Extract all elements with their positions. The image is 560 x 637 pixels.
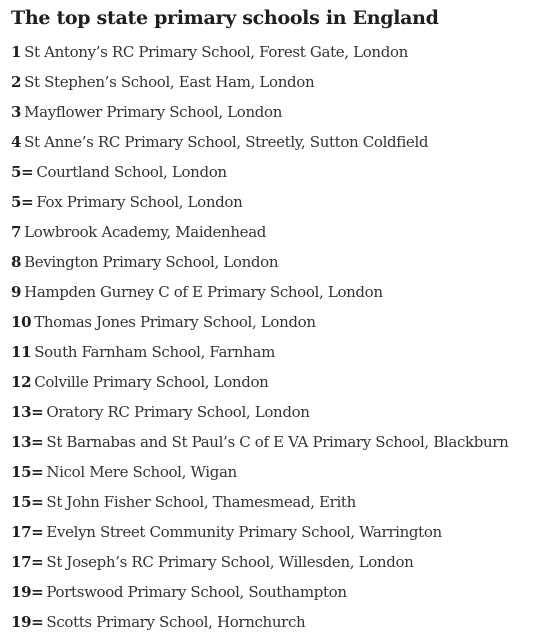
rank-number: 9 bbox=[11, 283, 22, 301]
list-item bbox=[11, 217, 560, 247]
school-name: Portswood Primary School, Southampton bbox=[46, 583, 347, 601]
list-item bbox=[11, 337, 560, 367]
school-name: St Stephen’s School, East Ham, London bbox=[24, 73, 315, 91]
school-name: South Farnham School, Farnham bbox=[34, 343, 275, 361]
list-item bbox=[11, 427, 560, 457]
rank-number: 8 bbox=[11, 253, 22, 271]
rank-number: 15= bbox=[11, 493, 44, 511]
list-item bbox=[11, 187, 560, 217]
school-name: St Barnabas and St Paul’s C of E VA Primary School, Blackburn bbox=[46, 433, 509, 451]
school-name: Nicol Mere School, Wigan bbox=[46, 463, 237, 481]
list-item bbox=[11, 307, 560, 337]
rank-number: 2 bbox=[11, 73, 22, 91]
rank-number: 12 bbox=[11, 373, 32, 391]
list-item bbox=[11, 517, 560, 547]
rank-number: 10 bbox=[11, 313, 32, 331]
rank-number: 1 bbox=[11, 43, 22, 61]
school-name: Lowbrook Academy, Maidenhead bbox=[24, 223, 267, 241]
school-name: Colville Primary School, London bbox=[34, 373, 269, 391]
rank-number: 4 bbox=[11, 133, 22, 151]
list-item bbox=[11, 127, 560, 157]
list-item bbox=[11, 397, 560, 427]
rank-number: 5= bbox=[11, 163, 34, 181]
rank-number: 17= bbox=[11, 553, 44, 571]
list-item bbox=[11, 37, 560, 67]
rank-number: 19= bbox=[11, 583, 44, 601]
school-name: St John Fisher School, Thamesmead, Erith bbox=[46, 493, 356, 511]
school-name: Bevington Primary School, London bbox=[24, 253, 279, 271]
list-item bbox=[11, 577, 560, 607]
school-name: St Anne’s RC Primary School, Streetly, Sutton Coldfield bbox=[24, 133, 429, 151]
list-item bbox=[11, 277, 560, 307]
list-item bbox=[11, 367, 560, 397]
rank-number: 11 bbox=[11, 343, 32, 361]
rank-number: 15= bbox=[11, 463, 44, 481]
school-name: Scotts Primary School, Hornchurch bbox=[46, 613, 306, 631]
school-name: Fox Primary School, London bbox=[36, 193, 243, 211]
list-item bbox=[11, 487, 560, 517]
school-ranking-list bbox=[11, 37, 560, 637]
school-name: Mayflower Primary School, London bbox=[24, 103, 283, 121]
school-name: Hampden Gurney C of E Primary School, London bbox=[24, 283, 383, 301]
rank-number: 7 bbox=[11, 223, 22, 241]
list-item bbox=[11, 157, 560, 187]
rank-number: 13= bbox=[11, 433, 44, 451]
rank-number: 19= bbox=[11, 613, 44, 631]
rank-number: 3 bbox=[11, 103, 22, 121]
school-name: Oratory RC Primary School, London bbox=[46, 403, 310, 421]
list-item bbox=[11, 247, 560, 277]
list-item bbox=[11, 457, 560, 487]
list-item bbox=[11, 97, 560, 127]
school-name: Courtland School, London bbox=[36, 163, 227, 181]
rank-number: 13= bbox=[11, 403, 44, 421]
list-item bbox=[11, 67, 560, 97]
list-item bbox=[11, 607, 560, 637]
school-name: St Antony’s RC Primary School, Forest Gate, London bbox=[24, 43, 408, 61]
rank-number: 17= bbox=[11, 523, 44, 541]
rank-number: 5= bbox=[11, 193, 34, 211]
school-name: St Joseph’s RC Primary School, Willesden, London bbox=[46, 553, 414, 571]
list-item bbox=[11, 547, 560, 577]
school-name: Evelyn Street Community Primary School, Warrington bbox=[46, 523, 442, 541]
page-title: The top state primary schools in England bbox=[11, 7, 439, 29]
school-name: Thomas Jones Primary School, London bbox=[34, 313, 316, 331]
